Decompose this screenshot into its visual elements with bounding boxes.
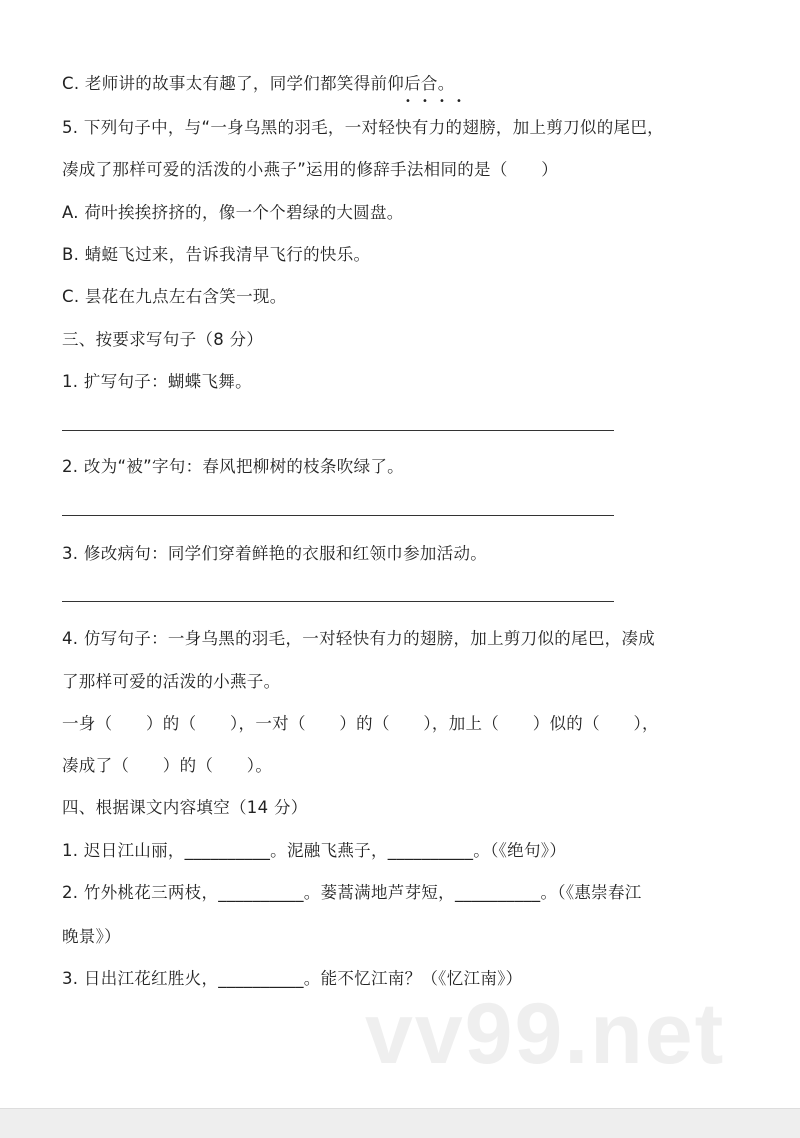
task-4-template-cont: 凑成了（ ）的（ ）。 xyxy=(62,756,273,775)
fill-2-cont: 晚景》） xyxy=(62,927,121,946)
question-5: 5. 下列句子中，与“一身乌黑的羽毛，一对轻快有力的翅膀，加上剪刀似的尾巴， xyxy=(62,118,664,137)
option-b: B. 蜻蜓飞过来，告诉我清早飞行的快乐。 xyxy=(62,245,371,264)
watermark: vv99.net xyxy=(365,986,726,1082)
option-c-text: C. 老师讲的故事太有趣了，同学们都笑得前仰后合。 xyxy=(62,74,455,93)
emphasis-dot: • xyxy=(456,96,462,107)
emphasis-dot: • xyxy=(405,96,411,107)
fill-3: 3. 日出江花红胜火，__________。能不忆江南？（《忆江南》） xyxy=(62,969,523,988)
section-4-heading: 四、根据课文内容填空（14 分） xyxy=(62,798,308,817)
emphasis-dot: • xyxy=(422,96,428,107)
emphasis-dot: • xyxy=(439,96,445,107)
task-4-cont: 了那样可爱的活泼的小燕子。 xyxy=(62,672,281,691)
option-c: C. 昙花在九点左右含笑一现。 xyxy=(62,287,287,306)
fill-1: 1. 迟日江山丽，__________。泥融飞燕子，__________。（《绝句》） xyxy=(62,841,567,860)
task-3: 3. 修改病句：同学们穿着鲜艳的衣服和红领巾参加活动。 xyxy=(62,544,488,563)
page-bottom-bar xyxy=(0,1108,800,1138)
task-2: 2. 改为“被”字句：春风把柳树的枝条吹绿了。 xyxy=(62,457,404,476)
task-4-template: 一身（ ）的（ ），一对（ ）的（ ），加上（ ）似的（ ）， xyxy=(62,714,659,733)
answer-line xyxy=(62,601,614,602)
option-a: A. 荷叶挨挨挤挤的，像一个个碧绿的大圆盘。 xyxy=(62,203,404,222)
section-3-heading: 三、按要求写句子（8 分） xyxy=(62,330,264,349)
fill-2: 2. 竹外桃花三两枝，__________。蒌蒿满地芦芽短，__________。（《惠崇春江 xyxy=(62,883,642,902)
task-4: 4. 仿写句子：一身乌黑的羽毛，一对轻快有力的翅膀，加上剪刀似的尾巴，凑成 xyxy=(62,629,656,648)
answer-line xyxy=(62,430,614,431)
task-1: 1. 扩写句子：蝴蝶飞舞。 xyxy=(62,372,252,391)
answer-line xyxy=(62,515,614,516)
question-5-cont: 凑成了那样可爱的活泼的小燕子”运用的修辞手法相同的是（ ） xyxy=(62,160,559,179)
